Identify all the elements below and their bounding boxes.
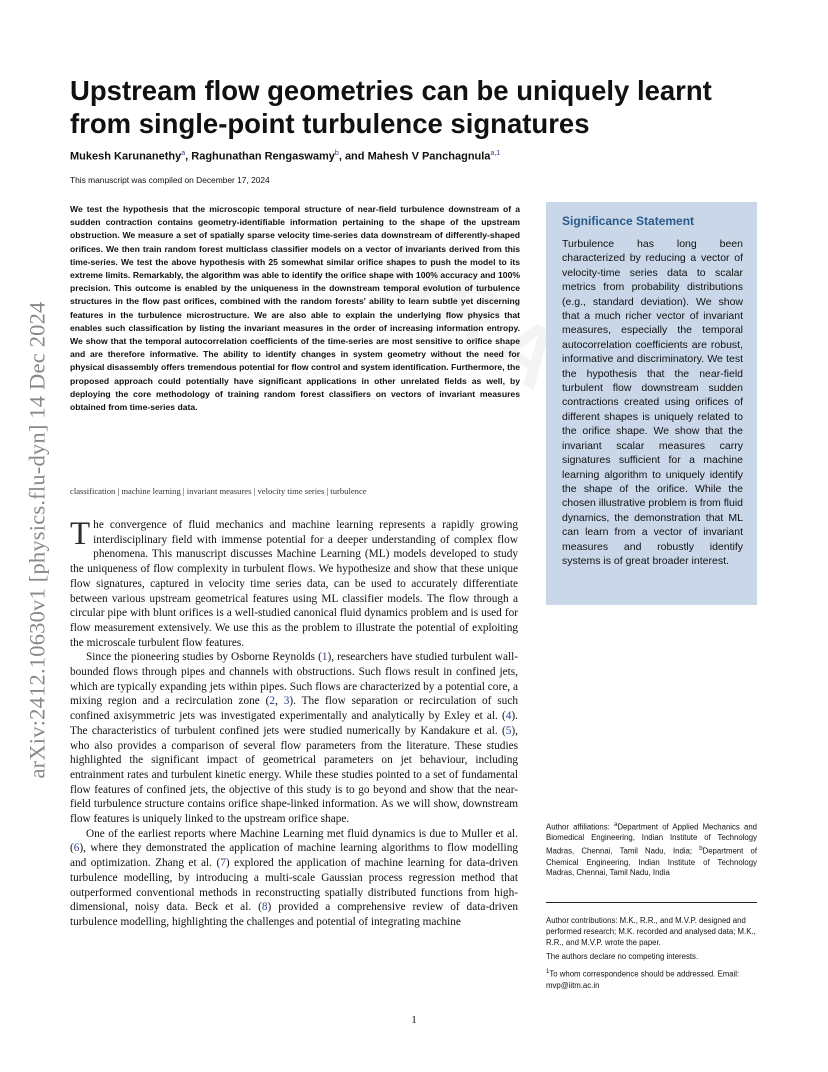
body-paragraph — [70, 827, 518, 930]
significance-text: Turbulence has long been characterized by reducing a vector of velocity-time series data to scalar metrics from probability distributions (e.g., standard deviation). We show that a much richer vector of invariant measures, especially the temporal autocorrelation coefficients are robust, informative and discriminatory. We test the hypothesis that the near-field turbulent flow downstream sudden contractions created using orifices of different shapes is uniquely related to the orifice shape. We show that the invariant scalar measures carry signatures sufficient for a machine learning algorithm to uniquely identify the shape of the orifice. While the chosen illustrative problem is from fluid dynamics, the demonstration that ML can learn from a vector of invariant measures and robustly identify systems is of great broader interest. — [562, 238, 743, 567]
drop-cap-letter: T — [70, 516, 91, 552]
body-paragraph — [70, 650, 518, 826]
correspondence-note — [546, 967, 757, 991]
correspondence-marker: 1 — [546, 969, 550, 976]
author-list — [70, 150, 670, 163]
author-name: Raghunathan Rengaswamy — [191, 150, 335, 163]
author-affiliations — [546, 820, 757, 879]
affiliation-text: Department of Chemical Engineering, Indian Institute of Technology Madras, Chennai, Tamil Nadu, India — [546, 846, 758, 878]
paragraph-text: Since the pioneering studies by Osborne Reynolds ( — [86, 651, 322, 664]
affiliation-marker: b — [699, 846, 703, 853]
paragraph-text: ), researchers have studied turbulent wall-bounded flows through pipes and channels with obstructions. Such flows result in confined jets, which are typically expanding jets within pipes. Such flows are characterized by a potential core, a mixing region and a recirculation zone ( — [70, 651, 519, 708]
citation-link[interactable]: 3 — [283, 695, 290, 708]
author-name: Mukesh Karunanethy — [70, 150, 182, 163]
competing-interests: The authors declare no competing interests. — [546, 952, 699, 962]
paragraph-text: One of the earliest reports where Machine Learning met fluid dynamics is due to Muller et al. ( — [70, 827, 518, 855]
paragraph-text: ). The flow separation or recirculation of such confined axisymmetric jets was investigated experimentally and analytically by Exley et al. ( — [70, 695, 518, 723]
author-separator: , and — [338, 150, 368, 163]
significance-title: Significance Statement — [562, 214, 695, 228]
paragraph-text: ) provided a comprehensive review of data-driven turbulence modelling, highlighting the challenges and potential of integrating machine — [70, 901, 518, 928]
paragraph-text: ), where they demonstrated the application of machine learning algorithms to flow modelling and optimization. Zhang et al. ( — [70, 842, 518, 870]
citation-link[interactable]: 8 — [261, 901, 268, 914]
citation-link[interactable]: 4 — [505, 710, 512, 723]
paragraph-text: ), who also provides a comparison of several flow parameters from the literature. These studies highlighted the significant impact of geometrical parameters on jet behaviour, including entrainment rates and turbulent kinetic energy. While these studies pointed to a set of fundamental flow features of confined jets, the objective of this study is to go beyond and show that the near-field turbulence structure contains orifice shape-linked information. As we will show, downstream flow features is uniquely linked to the upstream orifice shape. — [70, 724, 518, 826]
arxiv-identifier-stamp — [20, 250, 56, 830]
citation-link[interactable]: 2 — [269, 695, 276, 708]
citation-link[interactable]: 7 — [220, 857, 226, 870]
correspondence-text: To whom correspondence should be addressed. Email: mvp@iitm.ac.in — [546, 969, 740, 990]
compiled-date: This manuscript was compiled on December 17, 2024 — [70, 175, 270, 185]
arxiv-stamp-text: arXiv:2412.10630v1 [physics.flu-dyn] 14 Dec 2024 — [25, 301, 50, 779]
main-text — [70, 518, 518, 930]
page-number: 1 — [411, 1014, 417, 1026]
author-notes — [546, 916, 757, 995]
significance-statement-box — [546, 202, 757, 605]
paragraph-text: ) explored the application of machine learning for data-driven turbulence modelling, by introducing a multi-scale Gaussian process regression method that outperformed conventional methods in reconstructing spatially distributed functions from high-dimensional, noisy data. Beck et al. ( — [70, 857, 518, 914]
affiliation-text: Department of Applied Mechanics and Biomedical Engineering, Indian Institute of Technology Madras, Chennai, Tamil Nadu, India; — [546, 822, 757, 856]
citation-link[interactable]: 5 — [505, 724, 512, 737]
paper-title: Upstream flow geometries can be uniquely learnt from single-point turbulence signatures — [70, 75, 712, 139]
citation-link[interactable]: 1 — [321, 651, 328, 664]
author-affiliation-marker: b — [334, 150, 339, 157]
author-separator: , — [185, 150, 192, 163]
keywords: classification | machine learning | invariant measures | velocity time series | turbulence — [70, 486, 367, 496]
paragraph-text: he convergence of fluid mechanics and machine learning represents a rapidly growing interdisciplinary field with immense potential for a deeper understanding of complex flow phenomena. This manuscript discusses Machine Learning (ML) models developed to study the uniqueness of flow complexity in turbulent flows. We hypothesize and show that these unique flow signatures, captured in velocity time series data, can be used to accurately differentiate between various upstream geometrical features using ML classifier models. The flow through a circular pipe with blunt orifices is a well-studied canonical fluid dynamics problem and is used for flow measurement extensively. We use this as the problem to illustrate the potential of exploiting the microscale turbulent flow features. — [70, 519, 518, 649]
author-affiliation-marker: a,1 — [490, 150, 501, 157]
body-paragraph — [70, 518, 518, 650]
affiliations-label: Author affiliations: — [546, 822, 614, 832]
affiliation-marker: a — [613, 822, 618, 828]
footnote-divider — [546, 902, 757, 903]
author-contributions: Author contributions: M.K., R.R., and M.V.P. designed and performed research; M.K. recorded and analysed data; M.K., R.R., and M.V.P. wrote the paper. — [546, 916, 756, 947]
abstract: We test the hypothesis that the microscopic temporal structure of near-field turbulence downstream of a sudden contraction contains geometry-identifiable information pertaining to the shape of the upstream obstruction. We measure a set of spatially sparse velocity time-series data downstream of differently-shaped orifices. We then train random forest multiclass classifier models on a vector of invariants derived from this time-series. We test the above hypothesis with 25 somewhat similar orifice shapes to push the model to its extreme limits. Remarkably, the algorithm was able to identify the orifice shape with 100% accuracy and 100% precision. This outcome is enabled by the uniqueness in the downstream temporal evolution of turbulence structures in the flow past orifices, combined with the random forests' ability to learn subtle yet discerning features in the turbulence microstructure. We are also able to explain the underlying flow physics that enables such classification by listing the invariant measures in the order of increasing information entropy. We show that the temporal autocorrelation coefficients of the time-series are most sensitive to orifice shape and are therefore informative. The ability to identify changes in system geometry without the need for physical disassembly offers tremendous potential for flow control and system identification. Furthermore, the proposed approach could potentially have significant applications in other unrelated fields as well, by deploying the core methodology of training random forest classifiers on vectors of invariant measures obtained from time-series data. — [70, 204, 520, 413]
paragraph-text: ). The characteristics of turbulent confined jets were studied numerically by Kandakure et al. ( — [70, 710, 518, 737]
paragraph-text: , — [275, 695, 284, 708]
author-affiliation-marker: a — [181, 150, 186, 157]
author-name: Mahesh V Panchagnula — [367, 150, 491, 163]
citation-link[interactable]: 6 — [73, 842, 80, 855]
